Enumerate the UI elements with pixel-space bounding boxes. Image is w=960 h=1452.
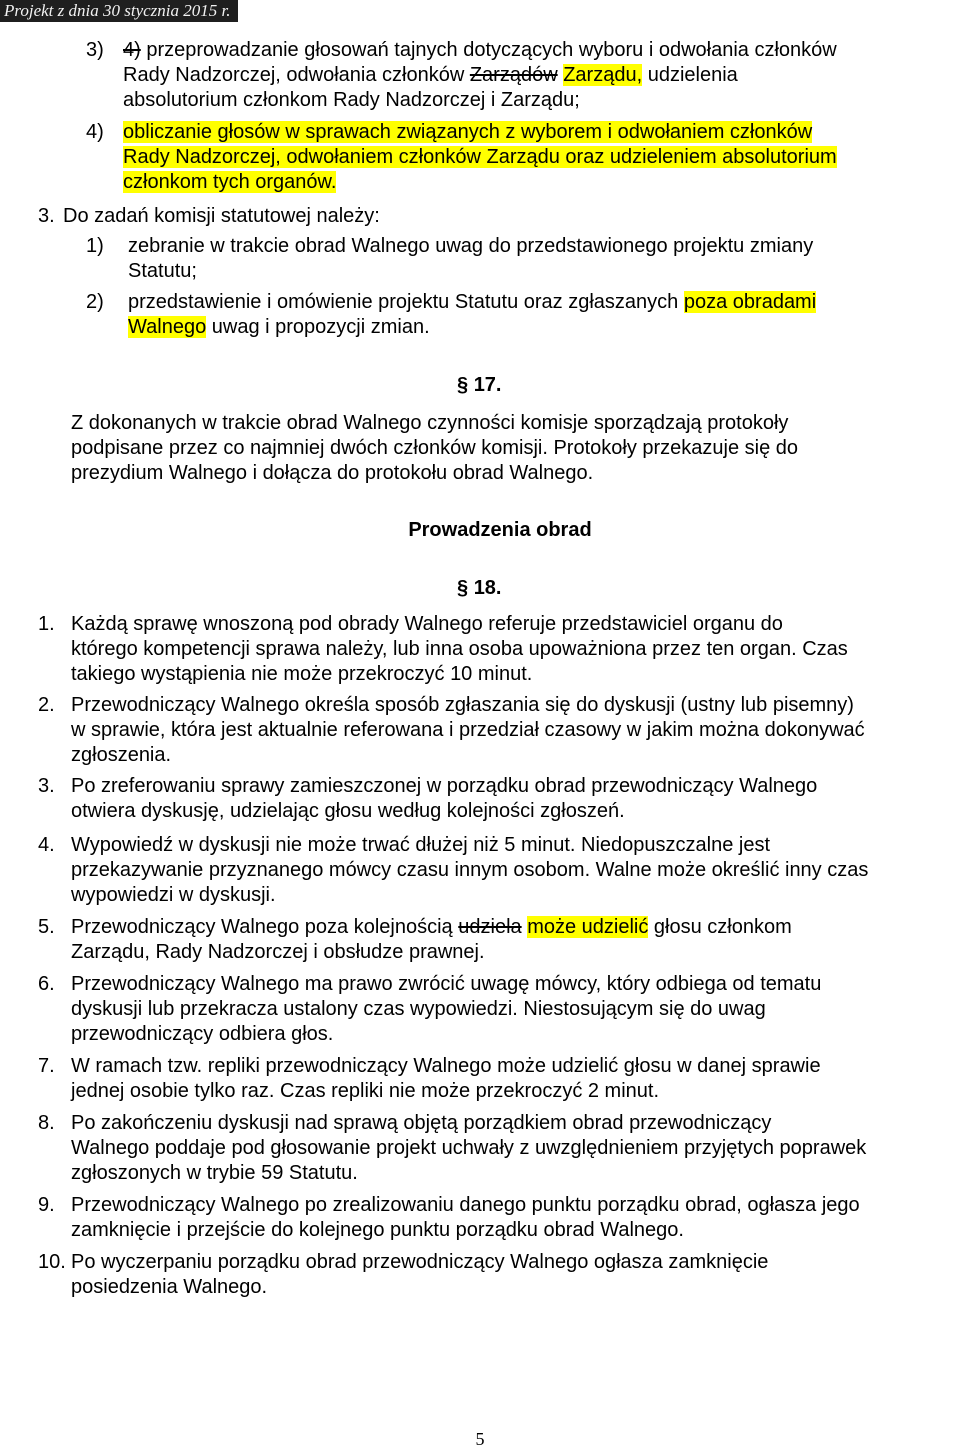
- point-intro: Do zadań komisji statutowej należy:: [63, 205, 380, 227]
- page-number: 5: [475, 1429, 485, 1449]
- list-item-line: Każdą sprawę wnoszoną pod obrady Walnego referuje przedstawiciel organu do: [71, 613, 783, 635]
- highlighted-text: Walnego: [128, 316, 207, 338]
- list-item-number: 5.: [38, 916, 55, 938]
- section-number: 17.: [473, 374, 502, 396]
- list-item-line: posiedzenia Walnego.: [71, 1276, 268, 1298]
- list-item-line: Po zreferowaniu sprawy zamieszczonej w porządku obrad przewodniczący Walnego: [71, 775, 818, 797]
- list-item-number: 7.: [38, 1055, 55, 1077]
- list-item-line: zamknięcie i przejście do kolejnego punktu porządku obrad Walnego.: [71, 1219, 684, 1241]
- list-item-line: [128, 290, 816, 315]
- list-item-number: 4): [86, 121, 104, 143]
- list-item-line: takiego wystąpienia nie może przekroczyć 10 minut.: [71, 663, 533, 685]
- highlighted-text: Rady Nadzorczej, odwołaniem członków Zarządu oraz udzieleniem absolutorium: [123, 146, 837, 168]
- item-text: Rady Nadzorczej, odwołania członków: [123, 64, 465, 86]
- paragraph-line: podpisane przez co najmniej dwóch członków komisji. Protokoły przekazuje się do: [71, 437, 799, 459]
- highlighted-text: członkom tych organów.: [123, 171, 337, 193]
- item-text: przeprowadzanie głosowań tajnych dotyczących wyboru i odwołania członków: [146, 39, 837, 61]
- list-item-number: 9.: [38, 1194, 55, 1216]
- struck-text: udziela: [458, 916, 522, 938]
- list-item-line: Przewodniczący Walnego określa sposób zgłaszania się do dyskusji (ustny lub pisemny): [71, 694, 854, 716]
- list-item-number: 2): [86, 291, 104, 313]
- list-item-line: zgłoszonych w trybie 59 Statutu.: [71, 1162, 358, 1184]
- list-item-line: otwiera dyskusję, udzielając głosu według kolejności zgłoszeń.: [71, 800, 625, 822]
- list-item-number: 3.: [38, 775, 55, 797]
- list-item-number: 2.: [38, 694, 55, 716]
- list-item-line: [123, 145, 837, 170]
- list-item-number: 6.: [38, 973, 55, 995]
- list-item-line: dyskusji lub przekracza ustalony czas wypowiedzi. Niestosującym się do uwag: [71, 998, 766, 1020]
- list-item-line: zebranie w trakcie obrad Walnego uwag do przedstawionego projektu zmiany: [128, 235, 814, 257]
- item-text: Przewodniczący Walnego poza kolejnością: [71, 916, 459, 938]
- draft-date-label: Projekt z dnia 30 stycznia 2015 r.: [0, 0, 238, 22]
- list-item-line: Przewodniczący Walnego ma prawo zwrócić uwagę mówcy, który odbiega od tematu: [71, 973, 822, 995]
- list-item-line: którego kompetencji sprawa należy, lub inna osoba upoważniona przez ten organ. Czas: [71, 638, 848, 660]
- list-item-line: jednej osobie tylko raz. Czas repliki nie może przekroczyć 2 minut.: [71, 1080, 660, 1102]
- struck-number: 4): [123, 39, 141, 61]
- section-symbol: §: [457, 374, 469, 396]
- list-item-line: Po wyczerpaniu porządku obrad przewodniczący Walnego ogłasza zamknięcie: [71, 1251, 769, 1273]
- list-item-line: [71, 915, 792, 940]
- list-item-line: wypowiedzi w dyskusji.: [71, 884, 276, 906]
- highlighted-text: Zarządu,: [563, 64, 643, 86]
- list-item-line: przewodniczący odbiera głos.: [71, 1023, 334, 1045]
- section-number-17: [457, 373, 502, 398]
- section-number: 18.: [473, 577, 502, 599]
- list-item-line: [123, 63, 738, 88]
- list-item-line: [123, 38, 837, 63]
- section-heading: Prowadzenia obrad: [408, 519, 592, 541]
- list-item-line: Statutu;: [128, 260, 197, 282]
- item-text: udzielenia: [647, 64, 738, 86]
- highlighted-text: może udzielić: [527, 916, 649, 938]
- highlighted-text: obliczanie głosów w sprawach związanych z wyborem i odwołaniem członków: [123, 121, 813, 143]
- list-item-number: 4.: [38, 834, 55, 856]
- list-item-number: 1): [86, 235, 104, 257]
- list-item-number: 1.: [38, 613, 55, 635]
- list-item-line: w sprawie, która jest aktualnie referowana i przedział czasowy w jakim można dokonywać: [71, 719, 865, 741]
- struck-text: Zarządów: [469, 64, 558, 86]
- list-item-line: [123, 120, 812, 145]
- section-symbol: §: [457, 577, 469, 599]
- highlighted-text: poza obradami: [683, 291, 817, 313]
- list-item-number: 10.: [38, 1251, 66, 1273]
- list-item-line: Po zakończeniu dyskusji nad sprawą objętą porządkiem obrad przewodniczący: [71, 1112, 772, 1134]
- list-item-line: absolutorium członkom Rady Nadzorczej i Zarządu;: [123, 89, 580, 111]
- list-item-line: zgłoszenia.: [71, 744, 172, 766]
- item-text: głosu członkom: [648, 916, 792, 938]
- list-item-number: 3): [86, 39, 104, 61]
- section-number-18: [457, 576, 502, 601]
- item-text: uwag i propozycji zmian.: [206, 316, 430, 338]
- list-item-line: Przewodniczący Walnego po zrealizowaniu danego punktu porządku obrad, ogłasza jego: [71, 1194, 860, 1216]
- list-item-line: Zarządu, Rady Nadzorczej i obsłudze prawnej.: [71, 941, 485, 963]
- list-item-line: W ramach tzw. repliki przewodniczący Walnego może udzielić głosu w danej sprawie: [71, 1055, 821, 1077]
- paragraph-line: prezydium Walnego i dołącza do protokołu obrad Walnego.: [71, 462, 594, 484]
- list-item-line: Wypowiedź w dyskusji nie może trwać dłużej niż 5 minut. Niedopuszczalne jest: [71, 834, 771, 856]
- list-item-line: przekazywanie przyznanego mówcy czasu innym osobom. Walne może określić inny czas: [71, 859, 869, 881]
- paragraph-line: Z dokonanych w trakcie obrad Walnego czynności komisje sporządzają protokoły: [71, 412, 789, 434]
- point-number: 3.: [38, 205, 55, 227]
- item-text: przedstawienie i omówienie projektu Statutu oraz zgłaszanych: [128, 291, 684, 313]
- list-item-line: [128, 315, 430, 340]
- list-item-number: 8.: [38, 1112, 55, 1134]
- list-item-line: Walnego poddaje pod głosowanie projekt uchwały z uwzględnieniem przyjętych poprawek: [71, 1137, 867, 1159]
- list-item-line: [123, 170, 336, 195]
